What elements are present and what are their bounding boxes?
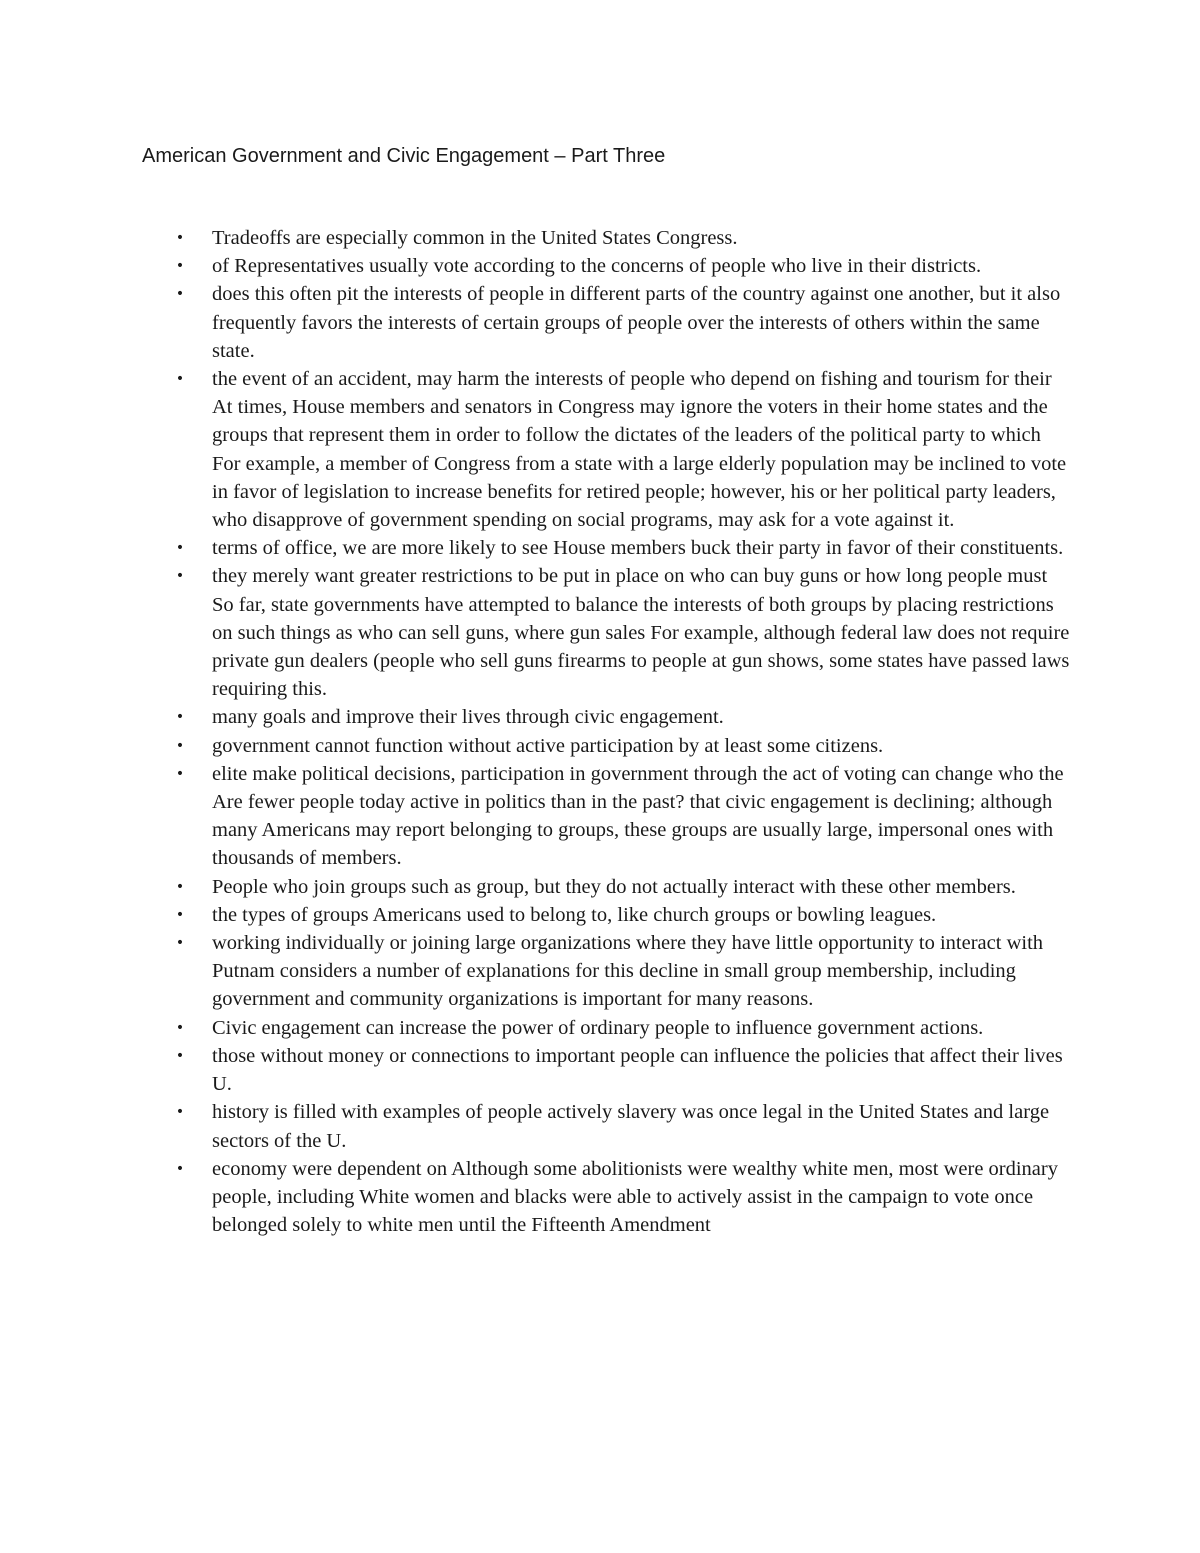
list-item-text: the event of an accident, may harm the interests of people who depend on fishing and tourism for their At times, House members and senators in Congress may ignore the voters in their home states and the groups that represent them in order to follow the dictates of the leaders of the political party to which For example, a member of Congress from a state with a large elderly population may be inclined to vote in favor of legislation to increase benefits for retired people; however, his or her political party leaders, who disapprove of government spending on social programs, may ask for a vote against it. [212,368,1067,532]
list-item [0,365,1072,534]
bullet-list [0,224,1200,1239]
bullet-icon: • [175,878,185,895]
list-item [0,901,1072,929]
list-item-text: does this often pit the interests of people in different parts of the country against one another, but it also frequently favors the interests of certain groups of people over the interests of others within the same state. [212,283,1061,362]
document-title: American Government and Civic Engagement – Part Three [142,145,666,167]
bullet-icon: • [175,540,185,557]
list-item-text: People who join groups such as group, but they do not actually interact with these other members. [212,875,1016,898]
list-item-text: those without money or connections to important people can influence the policies that affect their lives U. [212,1044,1063,1096]
list-item [0,1098,1072,1154]
bullet-icon: • [175,765,185,782]
list-item [0,1155,1072,1240]
bullet-icon: • [175,1019,185,1036]
list-item-text: government cannot function without active participation by at least some citizens. [212,734,884,757]
list-item-text: Civic engagement can increase the power of ordinary people to influence government actions. [212,1016,984,1039]
bullet-icon: • [175,1047,185,1064]
bullet-icon: • [175,906,185,923]
list-item [0,534,1072,562]
list-item [0,929,1072,1014]
bullet-icon: • [175,230,185,246]
list-item-text: elite make political decisions, participation in government through the act of voting can change who the Are fewer people today active in politics than in the past? that civic engagement is declining; although many Americans may report belonging to groups, these groups are usually large, impersonal ones with thousands of members. [212,762,1064,870]
list-item-text: working individually or joining large organizations where they have little opportunity to interact with Putnam considers a number of explanations for this decline in small group membership, including government and community organizations is important for many reasons. [212,932,1044,1011]
bullet-icon: • [175,568,185,585]
bullet-icon: • [175,286,185,303]
list-item-text: they merely want greater restrictions to be put in place on who can buy guns or how long people must So far, state governments have attempted to balance the interests of both groups by placing restrictions on such things as who can sell guns, where gun sales For example, although federal law does not require private gun dealers (people who sell guns firearms to people at gun shows, some states have passed laws requiring this. [212,565,1070,701]
list-item [0,732,1072,760]
list-item-text: terms of office, we are more likely to see House members buck their party in favor of their constituents. [212,537,1064,560]
list-item [0,1014,1072,1042]
bullet-icon: • [175,1160,185,1177]
bullet-icon: • [175,371,185,388]
list-item-text: many goals and improve their lives through civic engagement. [212,706,724,729]
bullet-icon: • [175,258,185,275]
list-item [0,703,1072,731]
bullet-icon: • [175,709,185,726]
list-item [0,873,1072,901]
list-item-text: history is filled with examples of people actively slavery was once legal in the United States and large sectors of the U. [212,1101,1050,1152]
list-item-text: the types of groups Americans used to belong to, like church groups or bowling leagues. [212,903,937,926]
list-item [0,224,1072,252]
bullet-icon: • [175,737,185,754]
bullet-icon: • [175,935,185,952]
list-item-text: of Representatives usually vote according to the concerns of people who live in their districts. [212,255,982,278]
list-item [0,562,1072,703]
list-item-text: economy were dependent on Although some abolitionists were wealthy white men, most were ordinary people, including White women and blacks were able to actively assist in the campaign to vote once belonged solely to white men until the Fifteenth Amendment [212,1157,1058,1237]
list-item [0,760,1072,873]
list-item [0,1042,1072,1098]
list-item [0,252,1072,280]
list-item-text: Tradeoffs are especially common in the United States Congress. [212,227,738,249]
list-item [0,280,1072,365]
bullet-icon: • [175,1104,185,1121]
